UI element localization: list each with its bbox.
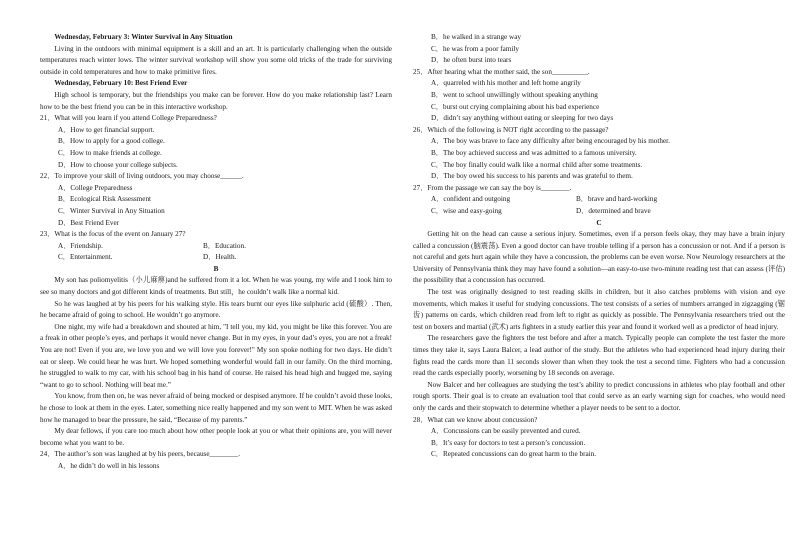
q22-option-d: D．Best Friend Ever <box>58 218 120 227</box>
q26-option-b: B．The boy achieved success and was admitted to a famous university. <box>431 148 637 157</box>
q24-option-d: D．he often burst into tears <box>431 56 512 65</box>
q27-options-row-1 <box>413 194 785 206</box>
q22-option-b: B．Ecological Risk Assessment <box>58 195 152 204</box>
q23-option-a: A．Friendship. <box>58 241 103 250</box>
q21-option-a: A．How to get financial support. <box>58 125 155 134</box>
event-feb3-description: Living in the outdoors with minimal equipment is a skill and an art. It is particularly challenging when the outside temperatures reach winter lows. The winter survival workshop will show you some old tricks of the trade for surviving outside in cold temperatures and how to make primitive fires. <box>40 44 392 76</box>
question-24: 24．The author’s son was laughed at by his peers, because________. <box>40 450 241 459</box>
q21-option-d: D．How to choose your college subjects. <box>58 160 178 169</box>
q27-options-row-2 <box>413 206 785 218</box>
passage-c-paragraph: Now Balcer and her colleagues are studying the test’s ability to predict concussions in athletes who play football and other rough sports. Their goal is to create an evaluation tool that could serve as an early warning sign for coaches, who would need only the cards and their stopwatch to determine whether a player needs to be sent to a doctor. <box>413 380 785 412</box>
passage-c-paragraph: The researchers gave the fighters the test before and after a match. Typically people can complete the test faster the more times they take it, says Laura Balcer, a lead author of the study. But the athletes who had experienced head injury during their fights read the cards more than 11 seconds slower than when they took the test a second time. Fighters who had a concussion read the cards especially poorly, worsening by 18 seconds on average. <box>413 334 785 378</box>
q26-option-d: D．The boy owed his success to his parents and was grateful to them. <box>431 172 633 181</box>
q22-option-c: C．Winter Survival in Any Situation <box>58 206 165 215</box>
q23-option-c: C．Entertainment. <box>58 253 113 262</box>
question-23: 23．What is the focus of the event on January 27? <box>40 230 186 239</box>
passage-b-paragraph: One night, my wife had a breakdown and shouted at him, "I tell you, my kid, you might be like this forever. You are a freak in other people’s eyes, and perhaps it would never change. But in my eyes, in your dad’s eyes, you are not a freak! You are not! Even if you are, we love you and we will love you forever!" My son spoke nothing for two days. He didn’t eat or sleep. We could hear he was hurt. We hoped something wonderful would fall in our family. On the third morning, he struggled to walk to my car, with his school bag in his hand of course. He raised his head high and hugged me, saying “want to go to school. Nothing will beat me.” <box>40 322 392 389</box>
event-feb10-title: Wednesday, February 10: Best Friend Ever <box>54 79 188 88</box>
passage-b-paragraph: So he was laughed at by his peers for his walking style. His tears burnt our eyes like sulphuric acid (硫酸）. Then, he became afraid of going to school. He wouldn’t go anymore. <box>40 299 392 320</box>
q21-option-b: B．How to apply for a good college. <box>58 137 165 146</box>
q26-option-c: C．The boy finally could walk like a normal child after some treatments. <box>431 160 643 169</box>
passage-c-paragraph: Getting hit on the head can cause a serious injury. Sometimes, even if a person feels okay, they may have a brain injury called a concussion (脑震荡). Even a good doctor can have trouble telling if a person has a concussion or not. And if a person is not careful and gets hurt again while they have a concussion, the problems can be even worse. Now Neurology researchers at the University of Pennsylvania think they may have found a solution—an easy-to-use two-minute reading test that can assess (评估) the possibility that a concussion has occurred. <box>413 230 785 285</box>
question-27: 27．From the passage we can say the boy is________. <box>413 183 572 192</box>
section-b-heading: B <box>213 264 219 273</box>
question-25: 25．After hearing what the mother said, the son__________. <box>413 67 590 76</box>
q21-option-c: C．How to make friends at college. <box>58 148 162 157</box>
left-column <box>40 32 392 473</box>
question-22: 22．To improve your skill of living outdoors, you may choose______. <box>40 172 244 181</box>
passage-b-paragraph: My son has poliomyelitis（小儿麻痹)and he suffered from it a lot. When he was young, my wife and I took him to see so many doctors and got different kinds of treatments. But still，he couldn’t walk like a normal kid. <box>40 276 392 297</box>
q24-option-a: A．he didn’t do well in his lessons <box>58 461 160 470</box>
q25-option-a: A．quarreled with his mother and left home angrily <box>431 79 581 88</box>
right-column <box>413 32 785 461</box>
event-feb3-title: Wednesday, February 3: Winter Survival in Any Situation <box>54 33 233 41</box>
question-28: 28．What can we know about concussion? <box>413 415 538 424</box>
event-feb10-description: High school is temporary, but the friendships you make can be forever. How do you make relationship last? Learn how to be the best friend you can be in this interactive workshop. <box>40 90 392 111</box>
question-26: 26．Which of the following is NOT right according to the passage? <box>413 125 609 134</box>
q27-option-c: C．wise and easy-going <box>431 206 502 215</box>
question-21: 21．What will you learn if you attend College Preparedness? <box>40 114 217 123</box>
passage-c-paragraph: The test was originally designed to test reading skills in children, but it also catches problems with vision and eye movements, which makes it useful for studying concussions. The test consists of a series of numbers arranged in zigzagging (锯齿) patterns on cards, which children read from left to right as quickly as possible. The Pennsylvania researchers tried out the test on boxers and martial (武术) arts fighters in a study earlier this year and found it worked well as a predictor of head injury. <box>413 288 785 331</box>
passage-b-paragraph: My dear fellows, if you care too much about how other people look at you or what their opinions are, you will never become what you want to be. <box>40 427 392 447</box>
q24-option-c: C．he was from a poor family <box>431 44 520 53</box>
q25-option-d: D．didn’t say anything without eating or sleeping for two days <box>431 114 614 123</box>
q26-option-a: A．The boy was brave to face any difficulty after being encouraged by his mother. <box>431 137 670 146</box>
q24-option-b: B．he walked in a strange way <box>431 33 522 41</box>
section-c-heading: C <box>596 218 602 227</box>
q28-option-c: C．Repeated concussions can do great harm to the brain. <box>431 450 597 459</box>
q23-options-row-2 <box>40 252 392 264</box>
q23-options-row-1 <box>40 241 392 253</box>
q23-option-d: D．Health. <box>203 253 237 262</box>
q23-option-b: B．Education. <box>203 241 246 250</box>
q25-option-b: B．went to school unwillingly without speaking anything <box>431 90 598 99</box>
q27-option-d: D．determined and brave <box>576 206 651 215</box>
q22-option-a: A．College Preparedness <box>58 183 133 192</box>
q28-option-b: B．It’s easy for doctors to test a person’s concussion. <box>431 438 586 447</box>
q27-option-a: A．confident and outgoing <box>431 195 511 204</box>
q25-option-c: C．burst out crying complaining about his bad experience <box>431 102 600 111</box>
q28-option-a: A．Concussions can be easily prevented and cured. <box>431 427 581 436</box>
passage-b-paragraph: You know, from then on, he was never afraid of being mocked or despised anymore. If he couldn’t avoid these looks, he chose to look at them in the eyes. Later, something nice really happened and my son went to MIT. When he was asked how he managed to bear the pressure, he said, “Because of my parents.” <box>40 392 392 424</box>
q27-option-b: B．brave and hard-working <box>576 195 658 204</box>
